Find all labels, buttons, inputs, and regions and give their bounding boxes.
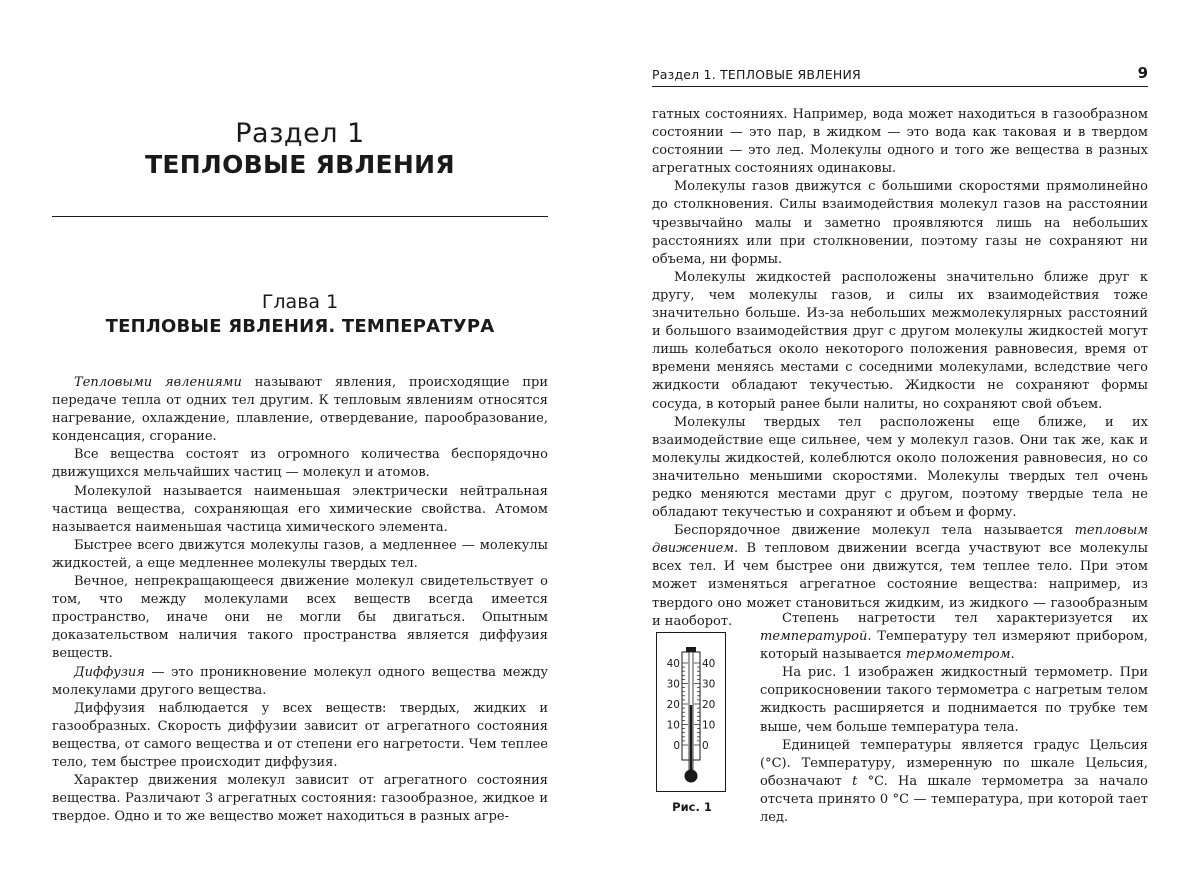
term: Диффузия: [74, 664, 145, 680]
scale-label: 20: [702, 699, 716, 711]
paragraph: Быстрее всего движутся молекулы газов, а медленнее — молекулы жидкостей, а еще медленнее молекулы твердых тел.: [52, 537, 548, 571]
scale-label: 0: [673, 740, 680, 752]
scale-label: 30: [702, 678, 716, 691]
paragraph: Характер движения молекул зависит от агрегатного состояния вещества. Различают 3 агрегатных состояния: газообразное, жидкое и твердое. Одно и то же вещество может находиться в разных агре-: [52, 773, 548, 825]
section-rule: [52, 216, 548, 217]
chapter-number: Глава 1: [261, 291, 339, 313]
paragraph: Диффузия наблюдается у всех веществ: твердых, жидких и газообразных. Скорость диффузии зависит от агрегатного состояния вещества, от самого вещества и от степени его нагретости. Чем теплее тело, тем быстрее происходит диффузия.: [52, 700, 548, 770]
scale-label: 10: [666, 719, 680, 732]
paragraph: Единицей температуры является градус Цельсия (°C). Температуру, измеренную по шкале Цельсия, обозначают t °C. На шкале термометра за начало отсчета принято 0 °C — температура, при которой тает лед.: [760, 737, 1149, 826]
figure-caption: Рис. 1: [672, 800, 712, 814]
section-number: Раздел 1: [235, 118, 365, 149]
paragraph: гатных состояниях. Например, вода может находиться в газообразном состоянии — это пар, в жидком — это вода как таковая и в твердом состоянии — это лед. Молекулы одного и того же вещества в разных агрегатных состояниях одинаковы.: [652, 107, 1148, 177]
section-title: ТЕПЛОВЫЕ ЯВЛЕНИЯ: [145, 150, 455, 179]
paragraph: Вечное, непрекращающееся движение молекул свидетельствует о том, что между молекулами всех веществ всегда имеется пространство, иначе они не могли бы двигаться. Опытным доказательством наличия такого пространства является диффузия веществ.: [52, 574, 548, 662]
paragraph: На рис. 1 изображен жидкостный термометр. При соприкосновении такого термометра с нагретым телом жидкость расширяется и поднимается по трубке тем выше, чем больше температура тела.: [760, 665, 1148, 735]
right-body-text: [652, 106, 1148, 631]
scale-label: 0: [702, 740, 709, 752]
right-page: [600, 0, 1200, 873]
scale-label: 20: [666, 699, 680, 711]
right-body-text-wrapped: [760, 610, 1148, 827]
paragraph: Беспорядочное движение молекул тела называется тепловым движением. В тепловом движении всегда участвуют все молекулы всех тел. И чем быстрее они движутся, тем теплее тело. При этом может изменяться агрегатное состояние вещества: например, из твердого оно может становиться жидким, из жидкого — газообразным и наоборот.: [652, 523, 1148, 629]
thermometer-icon: [657, 633, 725, 791]
scale-label: 40: [702, 658, 716, 670]
paragraph: Диффузия — это проникновение молекул одного вещества между молекулами другого вещества.: [52, 664, 548, 698]
term: тепловым движением.: [652, 523, 1148, 557]
page-number: 9: [1137, 64, 1148, 82]
scale-label: 30: [666, 678, 680, 691]
chapter-title: ТЕПЛОВЫЕ ЯВЛЕНИЯ. ТЕМПЕРАТУРА: [105, 316, 495, 337]
thermometer-figure: [656, 632, 726, 792]
variable: t: [852, 773, 858, 789]
term: Тепловыми явлениями: [74, 375, 242, 390]
running-head-title: Раздел 1. ТЕПЛОВЫЕ ЯВЛЕНИЯ: [652, 67, 861, 82]
paragraph: Молекулы жидкостей расположены значительно ближе друг к другу, чем молекулы газов, и силы их взаимодействия тоже значительно больше. Из-за небольших межмолекулярных расстояний и большого взаимодействия друг с другом молекулы жидкостей могут лишь колебаться около некоторого положения равновесия, время от времени меняясь местами с соседними молекулами, вследствие чего жидкости обладают текучестью. Жидкости не сохраняют формы сосуда, в который ранее были налиты, но сохраняют свой объем.: [652, 269, 1148, 412]
paragraph: Молекулы газов движутся с большими скоростями прямолинейно до столкновения. Силы взаимодействия молекул газов на расстоянии чрезвычайно малы и заметно проявляются лишь на небольших расстояниях или при столкновении, поэтому газы не сохраняют ни объема, ни формы.: [652, 179, 1148, 267]
running-head: [652, 64, 1148, 87]
paragraph: Степень нагретости тел характеризуется их температурой. Температуру тел измеряют прибором, который называется термометром.: [760, 611, 1148, 663]
scale-label: 40: [666, 658, 680, 670]
paragraph: Все вещества состоят из огромного количества беспорядочно движущихся мельчайших частиц — молекул и атомов.: [52, 447, 548, 481]
term: термометром: [905, 647, 1011, 663]
left-body-text: [52, 374, 548, 826]
paragraph: Молекулой называется наименьшая электрически нейтральная частица вещества, сохраняющая его химические свойства. Атомом называется наименьшая частица химического элемента.: [52, 483, 548, 535]
scale-label: 10: [702, 719, 716, 732]
paragraph: Тепловыми явлениями называют явления, происходящие при передаче тепла от одних тел другим. К тепловым явлениям относятся нагревание, охлаждение, плавление, отвердевание, парообразование, конденсация, сгорание.: [52, 375, 549, 445]
term: температурой: [760, 629, 868, 645]
paragraph: Молекулы твердых тел расположены еще ближе, и их взаимодействие еще сильнее, чем у молекул газов. Они так же, как и молекулы жидкостей, колеблются около положения равновесия, но со значительно меньшими скоростями. Молекулы твердых тел очень редко меняются местами друг с другом, поэтому твердые тела не обладают текучестью и сохраняют и объем и форму.: [652, 414, 1148, 521]
